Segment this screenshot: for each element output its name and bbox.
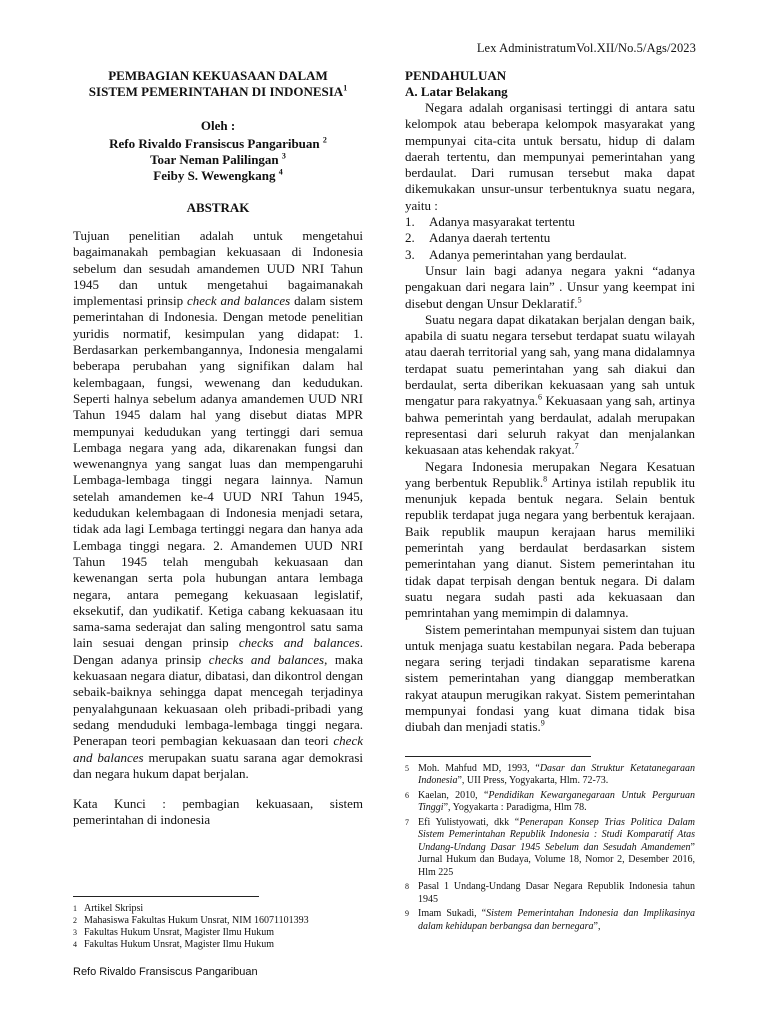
section-heading: PENDAHULUAN <box>405 68 507 83</box>
footnote-marker: 9 <box>540 718 545 728</box>
list-number: 1. <box>405 214 415 230</box>
abstract-part-5: merupakan suatu sarana agar demokrasi dan negara hukum dapat berjalan. <box>73 749 363 781</box>
left-column <box>73 68 363 829</box>
list-number: 3. <box>405 246 415 262</box>
running-header: Lex AdministratumVol.XII/No.5/Ags/2023 <box>476 41 696 55</box>
footnote-num: 2 <box>73 916 77 925</box>
fn-part: Moh. Mahfud MD, 1993, “ <box>418 762 540 774</box>
intro-paragraph-3 <box>405 312 695 459</box>
fn-part: ”, UII Press, Yogyakarta, Hlm. 72-73. <box>457 775 609 787</box>
title-line-1: PEMBAGIAN KEKUASAAN DALAM <box>108 68 328 83</box>
abstract-em-3: checks and balances <box>208 651 325 667</box>
footnote-4 <box>73 939 363 951</box>
author-1 <box>73 136 363 152</box>
fn-part: Efi Yulistyowati, dkk “ <box>418 816 520 828</box>
footnote-text: Fakultas Hukum Unsrat, Magister Ilmu Hukum <box>84 927 274 938</box>
footnote-rule <box>405 756 591 757</box>
fn-em: Pendidikan Kewarganegaraan Untuk Perguruan Tinggi <box>418 789 695 814</box>
abstract-em-2: checks and balances <box>238 635 360 651</box>
fn-part: Imam Sukadi, “ <box>418 908 487 920</box>
fn-part: Kaelan, 2010, “ <box>418 789 489 801</box>
footnote-6 <box>405 790 695 815</box>
p4-text-b: Artinya istilah republik itu menunjuk kepada bentuk negara. Selain bentuk republik terdapat juga negara yang berbentuk kerajaan. Baik republik maupun kerajaan harus memiliki pemerintah yang berdaulat berdasarkan sistem pemerintahan yang dianut. Sistem pemerintahan itu tidak dapat terpisah dengan bentuk negara. Di dalam suatu negara sudah pasti ada kekuasaan dan pemrintahan yang memimpin di dalamnya. <box>405 474 695 621</box>
list-item <box>405 230 695 246</box>
title-line-2-text: SISTEM PEMERINTAHAN DI INDONESIA <box>88 84 344 99</box>
subsection-heading: A. Latar Belakang <box>405 84 508 99</box>
p2-text: Unsur lain bagi adanya negara yakni “adanya pengakuan dari negara lain” . Unsur yang keempat ini disebut dengan Unsur Deklaratif. <box>405 262 695 311</box>
footnote-rule <box>73 896 259 897</box>
abstract-part-2: dalam sistem pemerintahan di Indonesia. Dengan metode penelitian yuridis normatif, kesimpulan yang didapat: 1. Berdasarkan perkembangannya, Indonesia mengalami beberapa perubahan yang signifikan dalam hal kelembagaan, fungsi, wewenang dan kedudukan. Seperti halnya sebelum adanya amandemen UUD NRI Tahun 1945 dalam hal yang disebut diatas MPR mempunyai kedudukan yang tertinggi dari semua Lembaga negara yang ada, dikarenakan fungsi dan wewenangnya yang sangat luas dan mempengaruhi Lembaga-lembaga tinggi negara lainnya. Namun setelah amandemen ke-4 UUD NRI Tahun 1945, kedudukan kelembagaan di Indonesia menjadi setara, tidak ada lagi Lembaga tertinggi negara dan hanya ada Lembaga tinggi negara. 2. Amandemen UUD NRI Tahun 1945 telah mengubah kekuasaan dan kewenangan serta pola hubungan antara lembaga negara, antara pemegang kekuasaan legislatif, eksekutif, dan yudikatif. Ketiga cabang kekuasaan itu sama-sama sederajat dan saling mengontrol satu sama lain sesuai dengan prinsip <box>73 293 363 651</box>
fn-part: ”, Yogyakarta : Paradigma, Hlm 78. <box>443 802 587 814</box>
footnote-2 <box>73 915 363 927</box>
footnote-num: 4 <box>73 940 77 949</box>
right-column <box>405 68 695 935</box>
footnote-marker: 7 <box>574 441 579 451</box>
list-item <box>405 214 695 230</box>
intro-paragraph-4 <box>405 459 695 622</box>
footnote-text: Pasal 1 Undang-Undang Dasar Negara Republik Indonesia tahun 1945 <box>418 881 695 905</box>
abstract-text <box>73 228 363 782</box>
author-3-name: Feiby S. Wewengkang <box>153 168 276 183</box>
footnote-marker: 6 <box>537 393 542 403</box>
footnote-7 <box>405 817 695 880</box>
abstract-em-1: check and balances <box>187 293 291 309</box>
author-2-name: Toar Neman Palilingan <box>150 152 279 167</box>
footnote-text <box>418 763 695 788</box>
abstract-heading: ABSTRAK <box>186 200 250 215</box>
fn-em: Penerapan Konsep Trias Politica Dalam Sistem Pemerintahan Republik Indonesia : Studi Komparatif Atas Undang-Undang Dasar 1945 Sebelum dan Sesudah Amandemen <box>418 816 695 853</box>
right-footnotes <box>405 756 695 934</box>
author-1-fn: 2 <box>322 135 327 145</box>
author-2 <box>73 152 363 168</box>
footnote-num: 7 <box>405 817 409 827</box>
author-3 <box>73 168 363 184</box>
footnote-text <box>418 790 695 815</box>
author-1-name: Refo Rivaldo Fransiscus Pangaribuan <box>109 136 320 151</box>
elements-list <box>405 214 695 263</box>
footnote-8 <box>405 881 695 906</box>
intro-paragraph-5 <box>405 622 695 736</box>
keywords: Kata Kunci : pembagian kekuasaan, sistem pemerintahan di indonesia <box>73 796 363 828</box>
intro-paragraph-1: Negara adalah organisasi tertinggi di antara satu kelompok atau beberapa kelompok masyarakat yang mempunyai cita-cita untuk bersatu, hidup di dalam daerah tertentu, dan mempunyai pemerintahan yang berdaulat. Dari rumusan tersebut maka dapat dikemukakan unsur-unsur terbentuknya suatu negara, yaitu : <box>405 100 695 213</box>
abstract-part-3: . Dengan adanya prinsip <box>73 635 363 667</box>
footnote-num: 8 <box>405 882 409 892</box>
footnote-1 <box>73 903 363 915</box>
author-block <box>73 118 363 184</box>
abstract-part-4: , maka kekuasaan negara diatur, dibatasi, dan dikontrol dengan sebaik-baiknya sehingga dapat mencegah terjadinya penyalahgunaan kekuasaan oleh pribadi-pribadi yang sedang menduduki lembaga-lembaga tinggi negara. Penerapan teori pembagian kekuasaan dan teori <box>73 651 363 749</box>
list-text: Adanya pemerintahan yang berdaulat. <box>429 246 627 262</box>
list-text: Adanya masyarakat tertentu <box>429 214 575 230</box>
footnote-num: 6 <box>405 790 409 800</box>
footnote-num: 5 <box>405 763 409 773</box>
footnote-marker: 5 <box>577 295 582 305</box>
footnote-num: 3 <box>73 928 77 937</box>
p3-text-b: Kekuasaan yang sah, artinya bahwa pemerintah yang berdaulat, adalah merupakan representasi dari seluruh rakyat dan menjalankan kekuasaan atas kehendak rakyat. <box>405 393 695 458</box>
list-item <box>405 247 695 263</box>
list-text: Adanya daerah tertentu <box>429 230 551 246</box>
footnote-5 <box>405 763 695 788</box>
footnote-text <box>418 908 695 933</box>
intro-paragraph-2 <box>405 263 695 312</box>
abstract-em-4: check and balances <box>73 733 363 765</box>
left-footnotes <box>73 896 363 951</box>
article-title <box>73 68 363 100</box>
p3-text-a: Suatu negara dapat dikatakan berjalan dengan baik, apabila di suatu negara tersebut terdapat suatu wilayah atau daerah territorial yang sah, yang mana didalamnya terdapat suatu pemerintahan yang sah diakui dan berdaulat, serta diberikan kekuasaan yang sah untuk mengatur para rakyatnya. <box>405 311 695 409</box>
footnote-text <box>418 817 695 880</box>
p4-text-a: Negara Indonesia merupakan Negara Kesatuan yang berbentuk Republik. <box>405 458 695 490</box>
oleh-label: Oleh : <box>200 118 236 133</box>
footnote-text: Mahasiswa Fakultas Hukum Unsrat, NIM 16071101393 <box>84 915 309 926</box>
footnote-3 <box>73 927 363 939</box>
fn-em: Dasar dan Struktur Ketatanegaraan Indonesia <box>418 762 695 787</box>
footnote-9 <box>405 908 695 933</box>
fn-part: ” Jurnal Hukum dan Budaya, Volume 18, Nomor 2, Desember 2016, Hlm 225 <box>418 841 695 878</box>
page-footer-author: Refo Rivaldo Fransiscus Pangaribuan <box>73 966 258 978</box>
abstract-part-1: Tujuan penelitian adalah untuk mengetahui bagaimanakah pembagian kekuasaan di Indonesia sebelum dan sesudah amandemen UUD NRI Tahun 1945 dan untuk mengetahui bagaimanakah implementasi prinsip <box>73 228 363 309</box>
footnote-text: Artikel Skripsi <box>84 903 144 914</box>
author-2-fn: 3 <box>281 151 286 161</box>
fn-part: ”, <box>593 920 601 932</box>
footnote-marker: 8 <box>543 474 548 484</box>
author-3-fn: 4 <box>278 167 283 177</box>
title-line-2 <box>73 84 363 100</box>
p5-text: Sistem pemerintahan mempunyai sistem dan tujuan untuk menjaga suatu kestabilan negara. Pada beberapa negara sering terjadi tindakan separatisme karena sistem pemerintahan yang dianggap memberatkan rakyat ataupun merugikan rakyat. Sistem pemerintahan mempunyai fondasi yang kuat dimana tidak bisa diubah dan menjadi statis. <box>405 621 695 735</box>
footnote-num: 1 <box>73 904 77 913</box>
list-number: 2. <box>405 230 415 246</box>
fn-em: Sistem Pemerintahan Indonesia dan Implikasinya dalam kehidupan berbangsa dan bernegara <box>418 908 695 932</box>
footnote-num: 9 <box>405 909 409 919</box>
title-footnote-marker: 1 <box>343 83 348 93</box>
footnote-text: Fakultas Hukum Unsrat, Magister Ilmu Hukum <box>84 939 274 950</box>
